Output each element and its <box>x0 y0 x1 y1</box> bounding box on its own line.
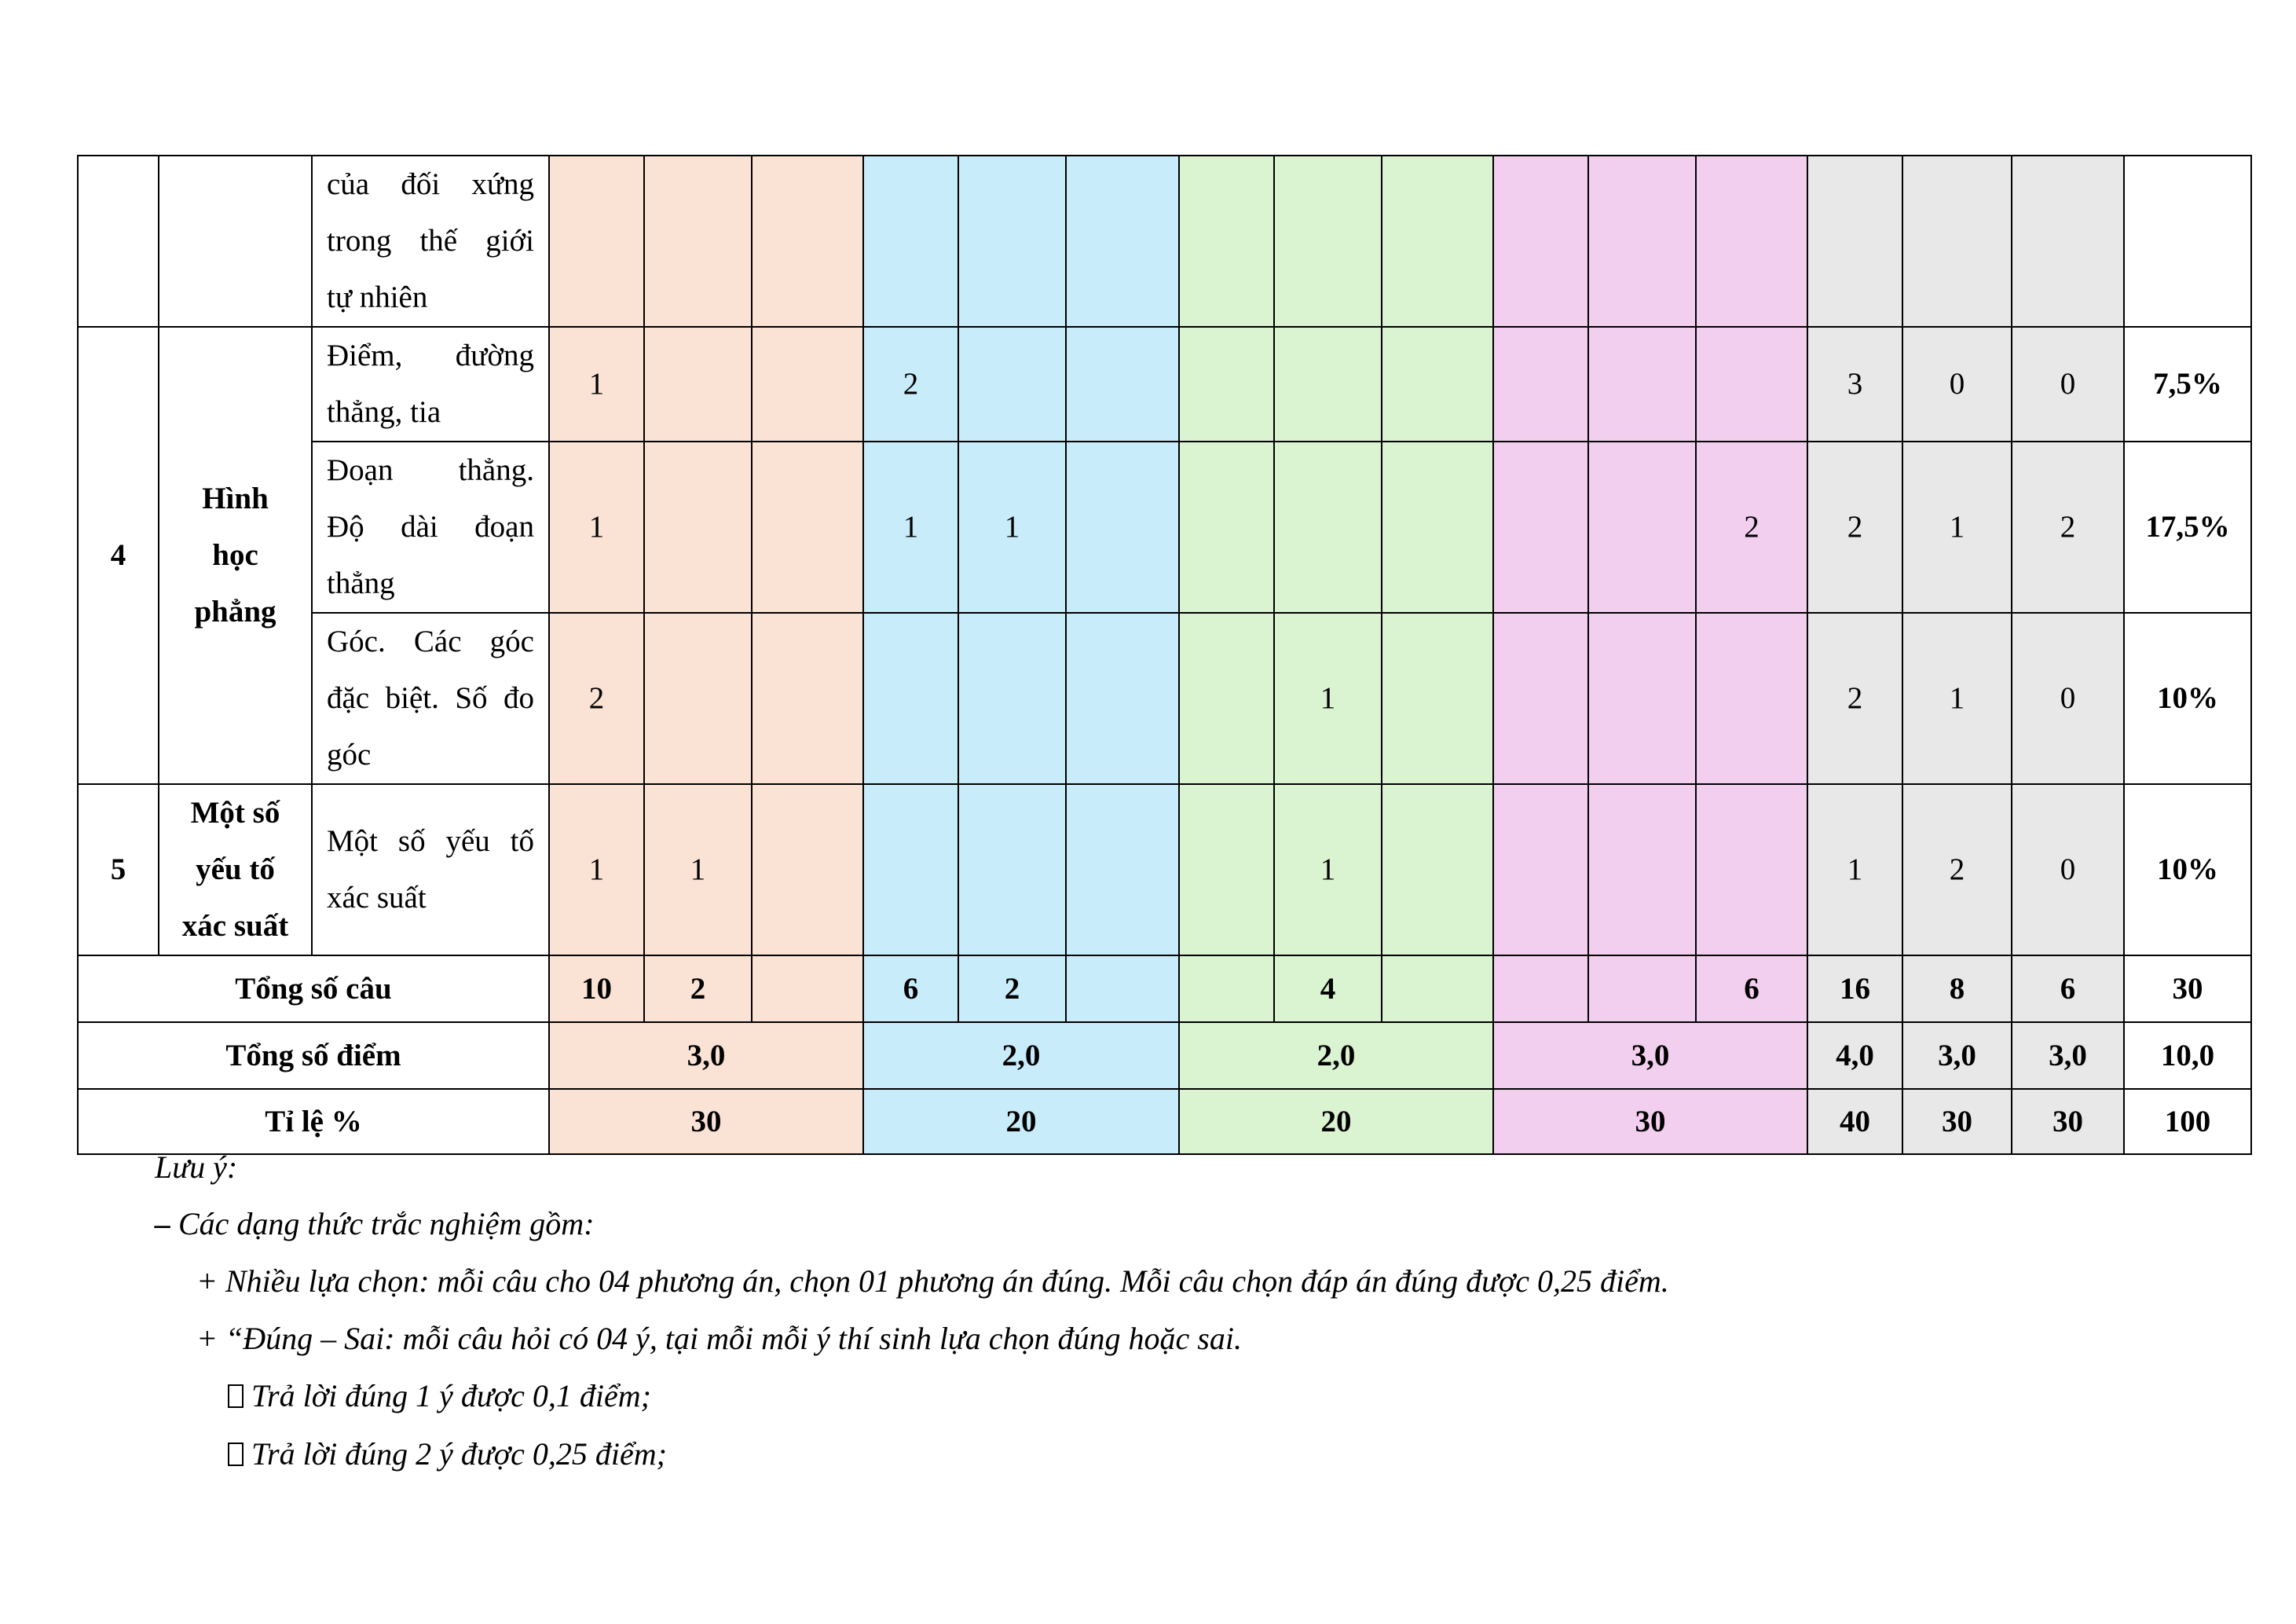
notes-formats-line <box>155 1205 595 1243</box>
table-cell <box>1696 613 1807 784</box>
table-cell <box>1588 613 1696 784</box>
table-cell <box>958 784 1066 955</box>
table-cell: 0 <box>2012 613 2124 784</box>
table-cell <box>1382 327 1493 442</box>
table-cell: 2 <box>863 327 958 442</box>
table-row <box>78 613 2251 784</box>
table-cell <box>1588 955 1696 1022</box>
table-cell <box>1493 784 1588 955</box>
table-row <box>78 442 2251 613</box>
table-cell: 1 <box>1902 442 2012 613</box>
total-questions-label: Tổng số câu <box>78 955 549 1022</box>
table-cell <box>863 784 958 955</box>
table-cell <box>1696 327 1807 442</box>
group-total-cell: 2,0 <box>1179 1022 1493 1089</box>
table-cell: 1 <box>1902 613 2012 784</box>
table-cell: 7,5% <box>2124 327 2251 442</box>
table-cell: 2 <box>1807 442 1902 613</box>
table-cell: 1 <box>863 442 958 613</box>
table-cell: 1 <box>1807 784 1902 955</box>
topic-line: Một số <box>190 796 280 830</box>
index-cell <box>78 156 159 327</box>
table-cell: 10 <box>549 955 644 1022</box>
table-cell: 0 <box>2012 784 2124 955</box>
notes-dash: – <box>155 1206 170 1241</box>
table-cell <box>1179 442 1274 613</box>
table-cell <box>1382 955 1493 1022</box>
table-cell <box>1382 613 1493 784</box>
table-cell <box>549 156 644 327</box>
lesson-line: Độ dài đoạn <box>327 510 534 544</box>
lesson-line: thẳng, tia <box>327 395 441 429</box>
table-cell <box>1274 156 1382 327</box>
table-cell: 2 <box>958 955 1066 1022</box>
lesson-line: tự nhiên <box>327 280 428 314</box>
table-cell <box>752 442 863 613</box>
topic-line: học <box>212 538 258 572</box>
group-total-cell: 3,0 <box>1493 1022 1807 1089</box>
table-cell: 40 <box>1807 1089 1902 1154</box>
table-cell <box>1179 156 1274 327</box>
total-points-row <box>78 1022 2251 1089</box>
table-cell: 100 <box>2124 1089 2251 1154</box>
table-cell: 3 <box>1807 327 1902 442</box>
table-cell: 1 <box>549 327 644 442</box>
table-cell: 10% <box>2124 784 2251 955</box>
lesson-cell <box>312 442 549 613</box>
table-cell <box>863 156 958 327</box>
table-cell <box>752 613 863 784</box>
missing-glyph-icon <box>228 1443 244 1466</box>
table-cell <box>958 613 1066 784</box>
lesson-cell <box>312 156 549 327</box>
table-cell: 4 <box>1274 955 1382 1022</box>
table-cell <box>1588 327 1696 442</box>
table-cell <box>1588 442 1696 613</box>
table-cell: 6 <box>2012 955 2124 1022</box>
lesson-line: Điểm, đường <box>327 339 534 372</box>
table-cell: 10,0 <box>2124 1022 2251 1089</box>
table-cell <box>1588 156 1696 327</box>
table-cell <box>752 784 863 955</box>
table-cell <box>863 613 958 784</box>
notes-title: Lưu ý: <box>155 1149 238 1185</box>
table-cell <box>1493 442 1588 613</box>
table-cell <box>1382 156 1493 327</box>
table-cell: 1 <box>549 442 644 613</box>
lesson-line: xác suất <box>327 881 427 915</box>
table-cell <box>2124 156 2251 327</box>
table-cell <box>1179 784 1274 955</box>
table-cell: 1 <box>549 784 644 955</box>
table-cell <box>1493 955 1588 1022</box>
table-cell <box>644 613 752 784</box>
table-cell: 30 <box>1902 1089 2012 1154</box>
topic-line: phẳng <box>194 595 276 629</box>
table-cell <box>1066 327 1179 442</box>
table-cell: 6 <box>1696 955 1807 1022</box>
table-cell <box>752 156 863 327</box>
table-row <box>78 784 2251 955</box>
lesson-line: của đối xứng <box>327 167 534 201</box>
table-cell <box>1066 442 1179 613</box>
table-cell: 2 <box>549 613 644 784</box>
table-cell: 0 <box>1902 327 2012 442</box>
group-total-cell: 30 <box>1493 1089 1807 1154</box>
topic-line: xác suất <box>181 909 289 943</box>
table-cell: 1 <box>1274 613 1382 784</box>
total-percent-row <box>78 1089 2251 1154</box>
table-row <box>78 156 2251 327</box>
table-cell: 2 <box>1902 784 2012 955</box>
group-total-cell: 20 <box>863 1089 1179 1154</box>
table-cell <box>752 955 863 1022</box>
lesson-line: trong thế giới <box>327 224 534 258</box>
table-cell: 30 <box>2124 955 2251 1022</box>
lesson-line: Một số yếu tố <box>327 824 534 858</box>
total-percent-label: Tỉ lệ % <box>78 1089 549 1154</box>
table-cell: 3,0 <box>2012 1022 2124 1089</box>
lesson-cell <box>312 784 549 955</box>
table-cell: 2 <box>2012 442 2124 613</box>
table-cell: 1 <box>644 784 752 955</box>
table-cell <box>752 327 863 442</box>
table-cell: 30 <box>2012 1089 2124 1154</box>
total-questions-row <box>78 955 2251 1022</box>
table-cell <box>1696 784 1807 955</box>
index-cell: 4 <box>78 327 159 784</box>
table-row <box>78 327 2251 442</box>
notes-score-1 <box>228 1377 651 1415</box>
assessment-matrix-table <box>77 155 2252 1155</box>
table-cell <box>1179 327 1274 442</box>
table-cell: 17,5% <box>2124 442 2251 613</box>
topic-line: yếu tố <box>196 852 275 886</box>
table-cell: 2 <box>1807 613 1902 784</box>
missing-glyph-icon <box>228 1384 244 1408</box>
table-cell <box>1066 156 1179 327</box>
table-cell <box>1493 327 1588 442</box>
group-total-cell: 2,0 <box>863 1022 1179 1089</box>
table-cell <box>1493 156 1588 327</box>
table-cell: 16 <box>1807 955 1902 1022</box>
group-total-cell: 20 <box>1179 1089 1493 1154</box>
topic-cell <box>159 327 312 784</box>
notes-true-false: + “Đúng – Sai: mỗi câu hỏi có 04 ý, tại mỗi mỗi ý thí sinh lựa chọn đúng hoặc sai. <box>196 1321 1242 1356</box>
total-points-label: Tổng số điểm <box>78 1022 549 1089</box>
table-cell <box>1493 613 1588 784</box>
lesson-line: góc <box>327 738 372 772</box>
lesson-line: Đoạn thẳng. <box>327 453 534 487</box>
table-cell <box>1274 442 1382 613</box>
table-cell <box>1274 327 1382 442</box>
table-cell <box>1902 156 2012 327</box>
table-cell <box>1382 442 1493 613</box>
table-cell: 4,0 <box>1807 1022 1902 1089</box>
table-cell <box>958 327 1066 442</box>
table-cell <box>644 327 752 442</box>
lesson-line: Góc. Các góc <box>327 625 534 658</box>
table-cell: 3,0 <box>1902 1022 2012 1089</box>
notes-multiple-choice: + Nhiều lựa chọn: mỗi câu cho 04 phương án, chọn 01 phương án đúng. Mỗi câu chọn đáp án đúng được 0,25 điểm. <box>196 1263 1669 1299</box>
lesson-cell <box>312 327 549 442</box>
table-cell <box>1066 613 1179 784</box>
lesson-line: đặc biệt. Số đo <box>327 681 534 715</box>
table-cell <box>1696 156 1807 327</box>
table-cell: 1 <box>958 442 1066 613</box>
notes-score-2-text: Trả lời đúng 2 ý được 0,25 điểm; <box>251 1436 667 1472</box>
table-cell: 1 <box>1274 784 1382 955</box>
table-cell: 10% <box>2124 613 2251 784</box>
lesson-cell <box>312 613 549 784</box>
table-cell <box>644 442 752 613</box>
table-cell <box>2012 156 2124 327</box>
table-cell: 6 <box>863 955 958 1022</box>
table-cell: 2 <box>644 955 752 1022</box>
table-cell <box>1179 955 1274 1022</box>
group-total-cell: 30 <box>549 1089 863 1154</box>
table-cell <box>1066 784 1179 955</box>
table-cell <box>1807 156 1902 327</box>
notes-score-1-text: Trả lời đúng 1 ý được 0,1 điểm; <box>251 1378 651 1413</box>
table-cell <box>644 156 752 327</box>
topic-cell <box>159 156 312 327</box>
table-cell: 8 <box>1902 955 2012 1022</box>
lesson-line: thẳng <box>327 566 395 600</box>
index-cell: 5 <box>78 784 159 955</box>
table-cell <box>1382 784 1493 955</box>
notes-formats-text: Các dạng thức trắc nghiệm gồm: <box>170 1206 595 1241</box>
table-cell: 2 <box>1696 442 1807 613</box>
group-total-cell: 3,0 <box>549 1022 863 1089</box>
table-cell <box>958 156 1066 327</box>
table-cell: 0 <box>2012 327 2124 442</box>
table-cell <box>1179 613 1274 784</box>
notes-score-2 <box>228 1435 667 1473</box>
topic-cell <box>159 784 312 955</box>
topic-line: Hình <box>202 482 269 515</box>
table-cell <box>1588 784 1696 955</box>
table-cell <box>1066 955 1179 1022</box>
